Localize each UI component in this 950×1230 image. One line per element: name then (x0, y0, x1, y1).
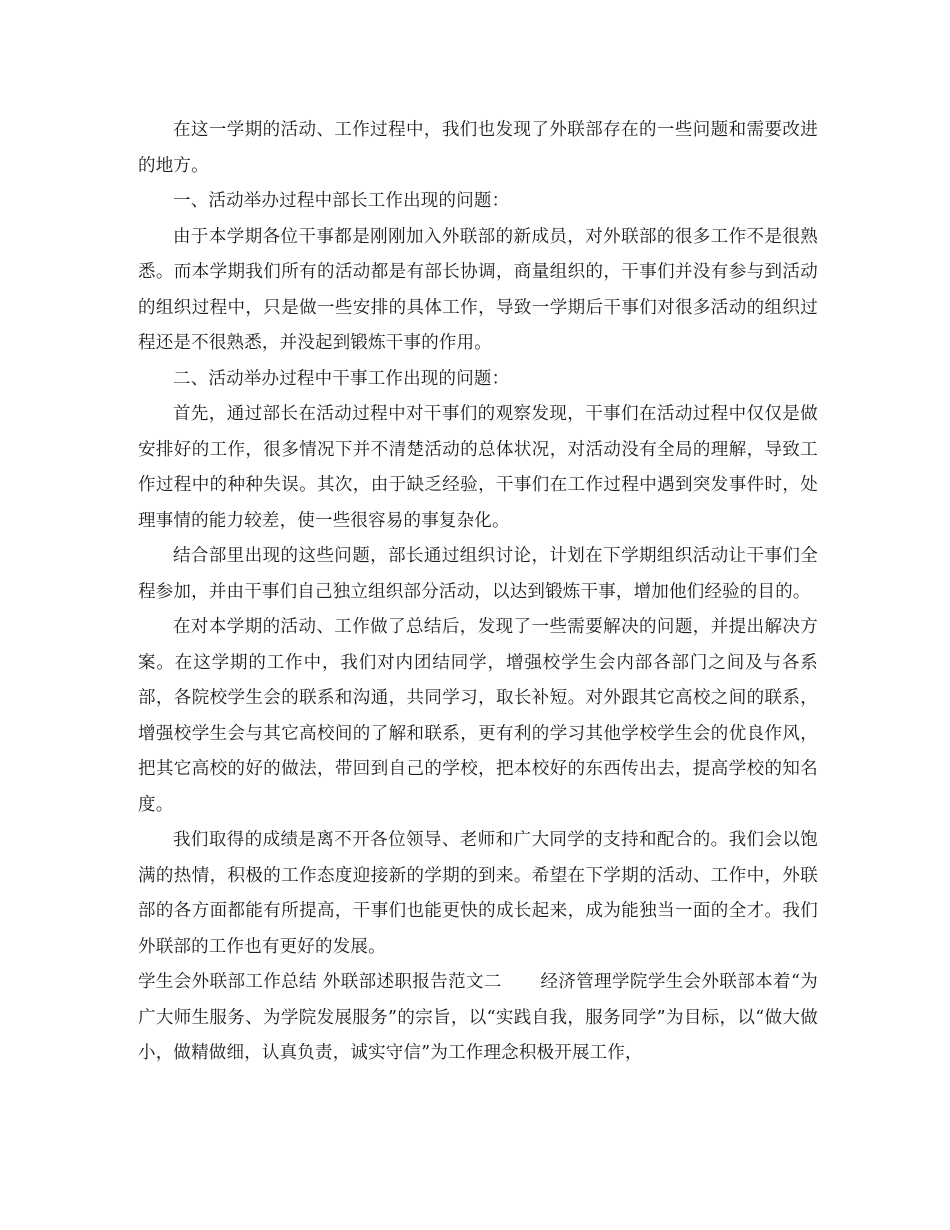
section-heading-2: 二、活动举办过程中干事工作出现的问题： (173, 368, 510, 389)
paragraph-section-1: 由于本学期各位干事都是刚刚加入外联部的新成员，对外联部的很多工作不是很熟悉。而本学期我们所有的活动都是有部长协调，商量组织的，干事们并没有参与到活动的组织过程中，只是做一些安排的具体工作，导致一学期后干事们对很多活动的组织过程还是不很熟悉，并没起到锻炼干事的作用。 (138, 226, 818, 353)
paragraph-section-2: 首先，通过部长在活动过程中对干事们的观察发现，干事们在活动过程中仅仅是做安排好的工作，很多情况下并不清楚活动的总体状况，对活动没有全局的理解，导致工作过程中的种种失误。其次，由于缺乏经验，干事们在工作过程中遇到突发事件时，处理事情的能力较差，使一些很容易的事复杂化。 (138, 404, 818, 531)
paragraph-closing: 我们取得的成绩是离不开各位领导、老师和广大同学的支持和配合的。我们会以饱满的热情，积极的工作态度迎接新的学期的到来。希望在下学期的活动、工作中，外联部的各方面都能有所提高，干事们也能更快的成长起来，成为能独当一面的全才。我们外联部的工作也有更好的发展。 (138, 830, 818, 957)
second-report-title: 学生会外联部工作总结 外联部述职报告范文二 (138, 972, 502, 992)
section-heading-1: 一、活动举办过程中部长工作出现的问题： (173, 191, 510, 211)
second-report-body: 经济管理学院学生会外联部本着“为广大师生服务、为学院发展服务”的宗旨，以“实践自我，服务同学”为目标，以“做大做小，做精做细，认真负责，诚实守信”为工作理念积极开展工作， (138, 972, 818, 1063)
document-body (138, 113, 818, 1072)
paragraph-intro: 在这一学期的活动、工作过程中，我们也发现了外联部存在的一些问题和需要改进的地方。 (138, 120, 818, 176)
paragraph-second-report (138, 965, 818, 1072)
paragraph-plan: 结合部里出现的这些问题，部长通过组织讨论，计划在下学期组织活动让干事们全程参加，并由干事们自己独立组织部分活动，以达到锻炼干事，增加他们经验的目的。 (138, 546, 818, 602)
paragraph-summary: 在对本学期的活动、工作做了总结后，发现了一些需要解决的问题，并提出解决方案。在这学期的工作中，我们对内团结同学，增强校学生会内部各部门之间及与各系部，各院校学生会的联系和沟通，共同学习，取长补短。对外跟其它高校之间的联系，增强校学生会与其它高校间的了解和联系，更有利的学习其他学校学生会的优良作风，把其它高校的好的做法，带回到自己的学校，把本校好的东西传出去，提高学校的知名度。 (138, 617, 818, 815)
